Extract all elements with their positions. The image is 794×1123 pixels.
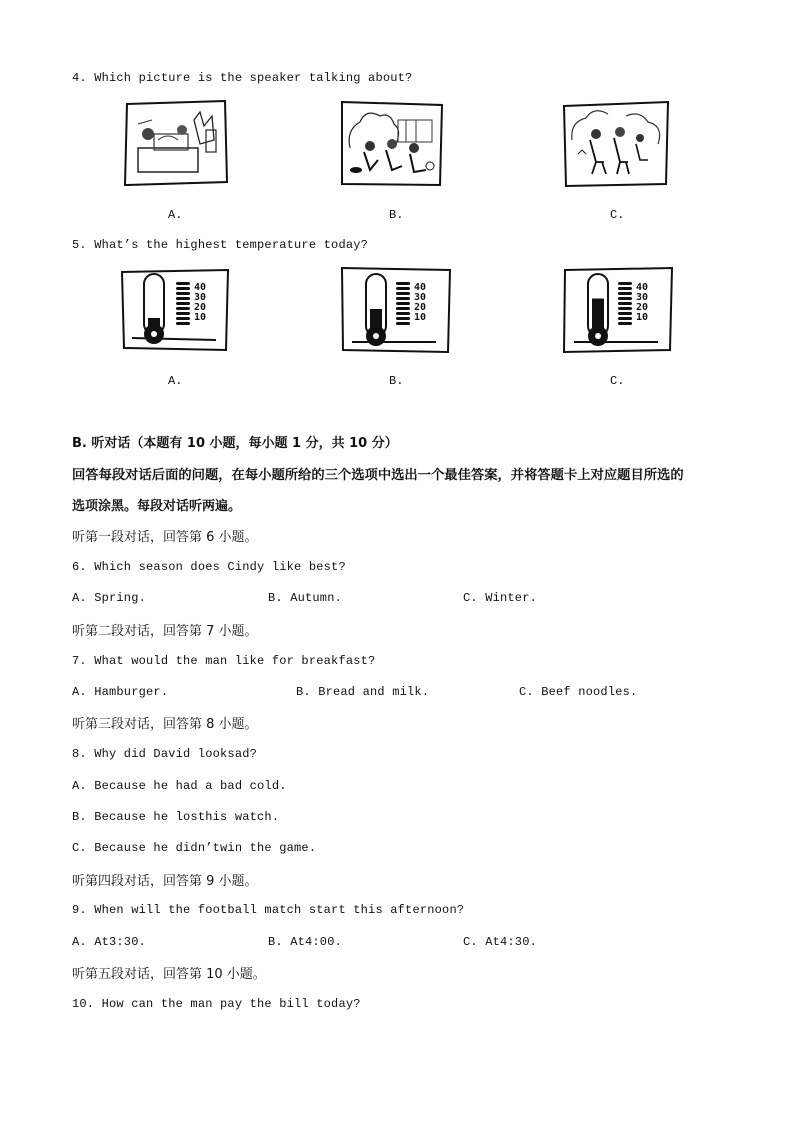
scale-label: 40 xyxy=(414,282,427,293)
section-b-heading: B. 听对话（本题有 10 小题，每小题 1 分，共 10 分） xyxy=(72,436,398,451)
scale-tick xyxy=(618,317,632,320)
q5-thermometer-c xyxy=(562,266,674,354)
scale-tick xyxy=(618,312,632,315)
q5-option-b-label: B. xyxy=(389,374,404,388)
scale-tick xyxy=(618,297,632,300)
q4-picture-a xyxy=(124,100,228,186)
scale-tick xyxy=(176,297,190,300)
dialogue-1-intro: 听第一段对话，回答第 6 小题。 xyxy=(72,530,258,545)
scale-tick xyxy=(396,307,410,310)
q7-option-b: B. Bread and milk. xyxy=(296,685,430,699)
scale-label: 10 xyxy=(414,312,427,323)
scale-label: 40 xyxy=(194,282,207,293)
scale-tick xyxy=(176,312,190,315)
scale-tick xyxy=(176,302,190,305)
q7-question: 7. What would the man like for breakfast? xyxy=(72,654,376,668)
q8-option-b: B. Because he losthis watch. xyxy=(72,810,280,824)
q9-option-a: A. At3:30. xyxy=(72,935,147,949)
q4-option-a-label: A. xyxy=(168,208,183,222)
q4-option-c-label: C. xyxy=(610,208,625,222)
scale-label: 40 xyxy=(636,282,649,293)
section-b-instruction-line2: 选项涂黑。每段对话听两遍。 xyxy=(72,499,242,514)
scale-tick xyxy=(618,307,632,310)
q9-option-b: B. At4:00. xyxy=(268,935,343,949)
scale-label: 30 xyxy=(414,292,427,303)
q10-question: 10. How can the man pay the bill today? xyxy=(72,997,361,1011)
section-b-instruction-line1: 回答每段对话后面的问题，在每小题所给的三个选项中选出一个最佳答案，并将答题卡上对应题目所选的 xyxy=(72,468,684,483)
scale-tick xyxy=(618,287,632,290)
q6-option-b: B. Autumn. xyxy=(268,591,343,605)
dialogue-4-intro: 听第四段对话，回答第 9 小题。 xyxy=(72,874,258,889)
dialogue-3-intro: 听第三段对话，回答第 8 小题。 xyxy=(72,717,258,732)
scale-tick xyxy=(396,322,410,325)
q5-option-a-label: A. xyxy=(168,374,183,388)
scale-label: 10 xyxy=(636,312,649,323)
scale-tick xyxy=(618,282,632,285)
scale-tick xyxy=(176,317,190,320)
scale-tick xyxy=(396,317,410,320)
scale-label: 20 xyxy=(194,302,207,313)
q6-option-a: A. Spring. xyxy=(72,591,147,605)
scale-tick xyxy=(618,292,632,295)
scale-tick xyxy=(618,322,632,325)
dialogue-5-intro: 听第五段对话，回答第 10 小题。 xyxy=(72,967,266,982)
scale-label: 30 xyxy=(636,292,649,303)
scale-tick xyxy=(176,287,190,290)
q8-option-c: C. Because he didn’twin the game. xyxy=(72,841,317,855)
scale-tick xyxy=(396,297,410,300)
q5-question: 5. What’s the highest temperature today? xyxy=(72,238,369,252)
scale-tick xyxy=(396,287,410,290)
q7-option-a: A. Hamburger. xyxy=(72,685,169,699)
scale-label: 20 xyxy=(414,302,427,313)
scale-label: 20 xyxy=(636,302,649,313)
scale-tick xyxy=(396,282,410,285)
q6-question: 6. Which season does Cindy like best? xyxy=(72,560,346,574)
scale-tick xyxy=(176,282,190,285)
scale-tick xyxy=(176,292,190,295)
dialogue-2-intro: 听第二段对话，回答第 7 小题。 xyxy=(72,624,258,639)
scale-label: 10 xyxy=(194,312,207,323)
q8-question: 8. Why did David looksad? xyxy=(72,747,258,761)
scale-tick xyxy=(176,307,190,310)
scale-tick xyxy=(396,302,410,305)
q9-option-c: C. At4:30. xyxy=(463,935,538,949)
scale-tick xyxy=(396,312,410,315)
q4-picture-b xyxy=(340,100,444,188)
q5-thermometer-b xyxy=(340,266,452,354)
q9-question: 9. When will the football match start this afternoon? xyxy=(72,903,465,917)
q4-question: 4. Which picture is the speaker talking about? xyxy=(72,71,413,85)
scale-tick xyxy=(396,292,410,295)
q6-option-c: C. Winter. xyxy=(463,591,538,605)
scale-tick xyxy=(618,302,632,305)
q4-option-b-label: B. xyxy=(389,208,404,222)
q4-picture-c xyxy=(562,100,670,188)
q7-option-c: C. Beef noodles. xyxy=(519,685,638,699)
q5-thermometer-a xyxy=(120,268,230,352)
q5-option-c-label: C. xyxy=(610,374,625,388)
q8-option-a: A. Because he had a bad cold. xyxy=(72,779,287,793)
scale-label: 30 xyxy=(194,292,207,303)
scale-tick xyxy=(176,322,190,325)
